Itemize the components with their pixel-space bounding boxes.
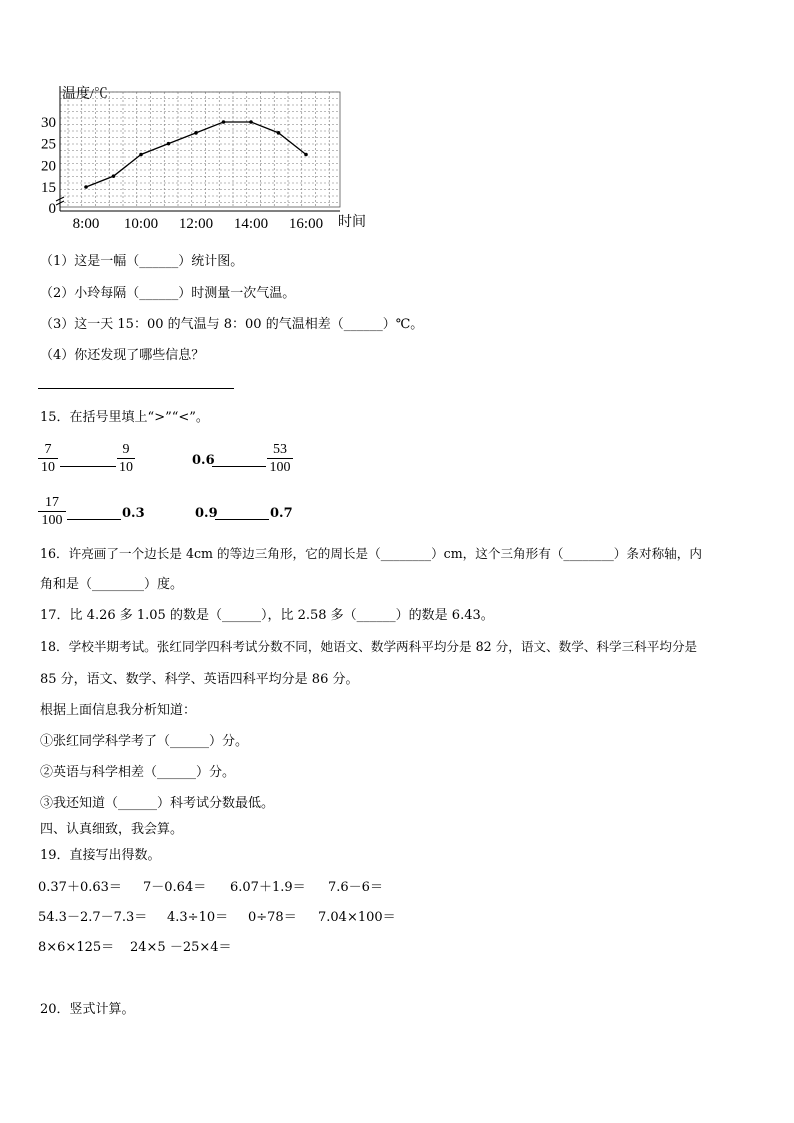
q14-part1: （1）这是一幅（______）统计图。 xyxy=(40,254,244,269)
fraction-9-10: $\frac{9}{10}$ xyxy=(119,442,133,475)
data-point xyxy=(277,131,281,135)
x-axis-label: 时间 xyxy=(338,215,366,230)
calc-item: 7－0.64＝ xyxy=(143,880,207,895)
q18-line2: 85 分，语文、数学、科学、英语四科平均分是 86 分。 xyxy=(40,672,359,687)
fraction-7-10: $\frac{7}{10}$ xyxy=(38,441,58,476)
data-point xyxy=(84,185,88,189)
calc-item: 8×6×125＝ xyxy=(38,940,115,955)
y-tick-label: 15 xyxy=(41,180,56,196)
calc-item: 6.07＋1.9＝ xyxy=(230,880,306,895)
calc-item: 24×5 －25×4＝ xyxy=(130,940,232,955)
compare-blank-d[interactable] xyxy=(215,519,269,520)
q14-part4: （4）你还发现了哪些信息？ xyxy=(40,348,205,363)
data-point xyxy=(249,120,253,124)
x-tick-label: 12:00 xyxy=(178,216,214,230)
x-tick-label: 8:00 xyxy=(72,216,100,230)
x-tick-label: 16:00 xyxy=(288,216,324,230)
y-tick-label: 0 xyxy=(48,201,56,217)
answer-line[interactable] xyxy=(38,388,234,389)
calc-item: 54.3－2.7－7.3＝ xyxy=(38,910,148,925)
x-tick-label: 10:00 xyxy=(123,216,159,230)
value-0-9: 0.9 xyxy=(195,506,218,521)
calc-item: 4.3÷10＝ xyxy=(167,910,229,925)
y-axis-label: 温度/℃ xyxy=(62,87,108,102)
q18-item2: ②英语与科学相差（______）分。 xyxy=(40,765,236,780)
section-4-heading: 四、认真细致，我会算。 xyxy=(40,822,184,837)
q16-line1: 16．许亮画了一个边长是 4cm 的等边三角形，它的周长是（________）cm，这个三角形有（________）条对称轴，内 xyxy=(40,546,702,561)
calc-item: 0.37＋0.63＝ xyxy=(38,880,122,895)
data-point xyxy=(139,153,143,157)
fraction-17-100: $\frac{17}{100}$ xyxy=(38,494,66,529)
chart-grid xyxy=(60,92,340,207)
q18-item1: ①张红同学科学考了（______）分。 xyxy=(40,734,249,749)
data-point xyxy=(112,174,116,178)
q18-line1: 18．学校半期考试。张红同学四科考试分数不同，她语文、数学两科平均分是 82 分，语文、数学、科学三科平均分是 xyxy=(40,639,698,654)
q19-title: 19．直接写出得数。 xyxy=(40,848,161,863)
compare-blank-c[interactable] xyxy=(67,519,121,520)
q15-title: 15．在括号里填上“>”“<”。 xyxy=(40,410,209,425)
compare-blank-a[interactable] xyxy=(60,466,116,467)
calc-item: 7.6－6＝ xyxy=(328,880,383,895)
value-0-6: 0.6 xyxy=(192,453,215,468)
data-point xyxy=(304,153,308,157)
q18-item3: ③我还知道（______）科考试分数最低。 xyxy=(40,796,275,811)
x-tick-label: 14:00 xyxy=(233,216,269,230)
q17: 17．比 4.26 多 1.05 的数是（______），比 2.58 多（______）的数是 6.43。 xyxy=(40,608,494,623)
calc-item: 7.04×100＝ xyxy=(318,910,396,925)
q20-title: 20．竖式计算。 xyxy=(40,1002,135,1017)
q14-part3: （3）这一天 15：00 的气温与 8：00 的气温相差（______）℃。 xyxy=(40,317,424,332)
data-point xyxy=(194,131,198,135)
q14-part2: （2）小玲每隔（______）时测量一次气温。 xyxy=(40,286,296,301)
y-tick-label: 20 xyxy=(41,158,56,175)
chart-series xyxy=(84,120,308,189)
q16-line2: 角和是（________）度。 xyxy=(40,577,184,592)
compare-blank-b[interactable] xyxy=(212,466,266,467)
y-tick-label: 25 xyxy=(41,136,56,153)
temperature-line-chart xyxy=(38,80,388,230)
fraction-53-100: $\frac{53}{100}$ xyxy=(267,441,293,476)
value-0-3: 0.3 xyxy=(122,506,145,521)
q18-intro: 根据上面信息我分析知道： xyxy=(40,703,197,718)
calc-item: 0÷78＝ xyxy=(248,910,297,925)
y-tick-label: 30 xyxy=(41,115,56,131)
chart-axes xyxy=(41,86,340,230)
value-0-7: 0.7 xyxy=(270,506,293,521)
data-point xyxy=(167,142,171,146)
data-point xyxy=(222,120,226,124)
